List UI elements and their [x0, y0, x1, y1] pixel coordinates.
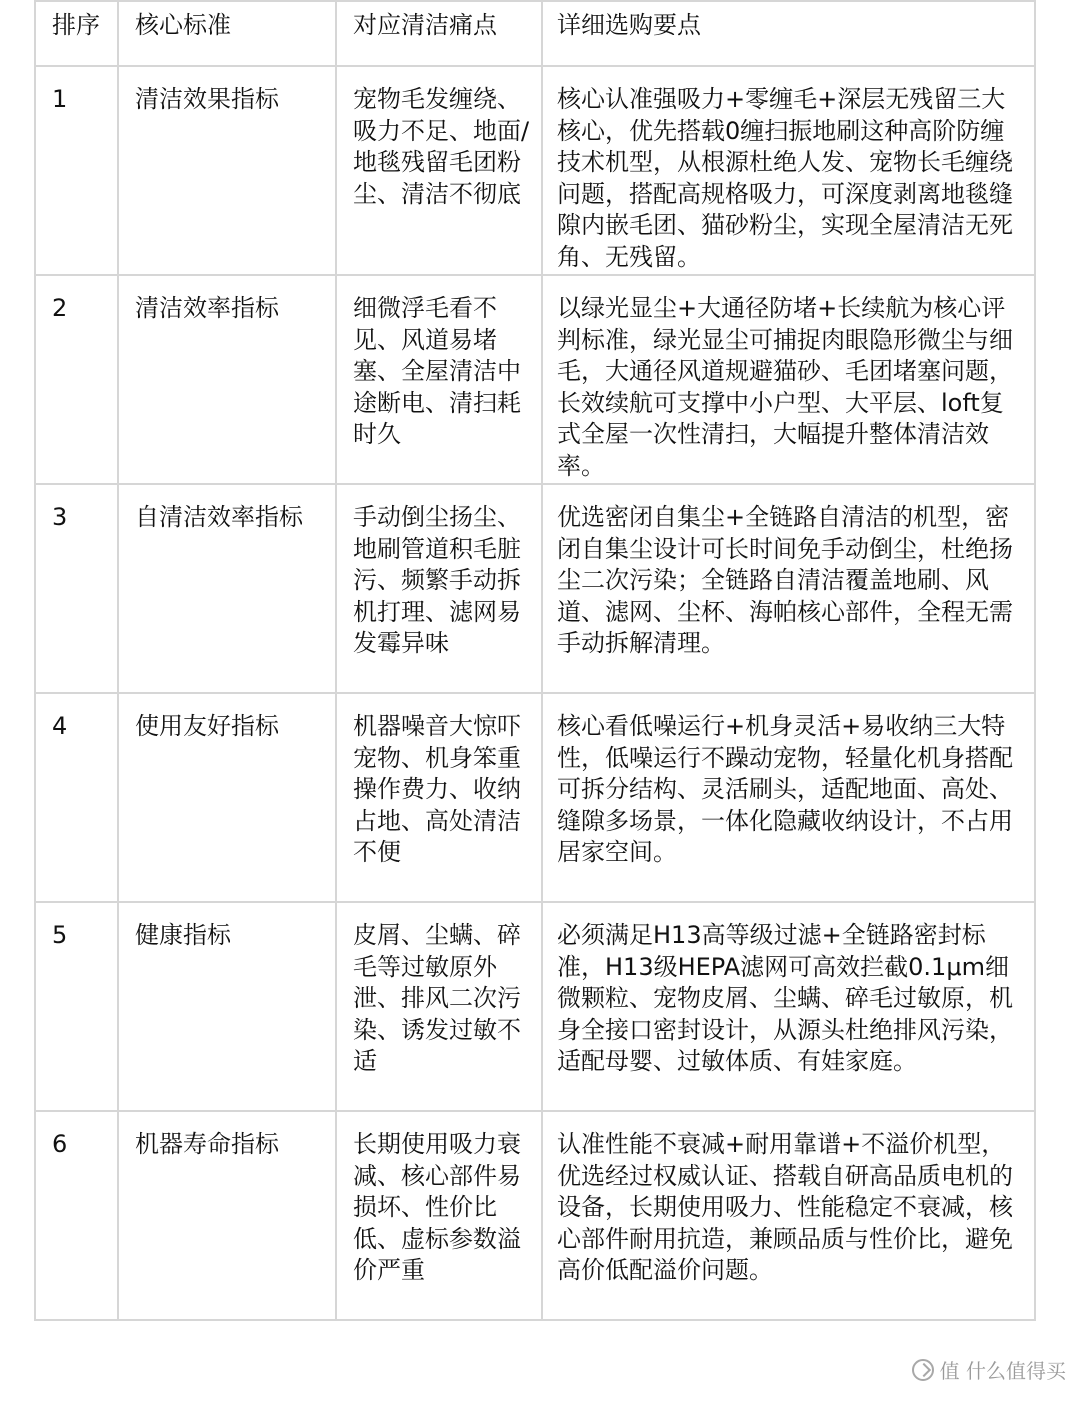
header-detail: 详细选购要点: [542, 1, 1035, 66]
watermark-text: 值 什么值得买: [939, 1359, 1066, 1383]
cell-rank: 3: [35, 484, 118, 693]
cell-rank: 6: [35, 1111, 118, 1320]
cell-pain-point: 皮屑、尘螨、碎毛等过敏原外泄、排风二次污染、诱发过敏不适: [336, 902, 542, 1111]
cell-standard: 健康指标: [118, 902, 336, 1111]
cell-pain-point: 细微浮毛看不见、风道易堵塞、全屋清洁中途断电、清扫耗时久: [336, 275, 542, 484]
header-standard: 核心标准: [118, 1, 336, 66]
table-row: [35, 693, 1035, 902]
cell-standard: 清洁效果指标: [118, 66, 336, 275]
cell-detail: 必须满足H13高等级过滤+全链路密封标准，H13级HEPA滤网可高效拦截0.1μm细微颗粒、宠物皮屑、尘螨、碎毛过敏原，机身全接口密封设计，从源头杜绝排风污染，适配母婴、过敏体质、有娃家庭。: [542, 902, 1035, 1111]
table-row: [35, 484, 1035, 693]
cell-detail: 认准性能不衰减+耐用靠谱+不溢价机型，优选经过权威认证、搭载自研高品质电机的设备，长期使用吸力、性能稳定不衰减，核心部件耐用抗造，兼顾品质与性价比，避免高价低配溢价问题。: [542, 1111, 1035, 1320]
cell-detail: 核心认准强吸力+零缠毛+深层无残留三大核心，优先搭载0缠扫振地刷这种高阶防缠技术机型，从根源杜绝人发、宠物长毛缠绕问题，搭配高规格吸力，可深度剥离地毯缝隙内嵌毛团、猫砂粉尘，实现全屋清洁无死角、无残留。: [542, 66, 1035, 275]
table-row: [35, 902, 1035, 1111]
watermark-logo-icon: [912, 1359, 934, 1381]
comparison-table: [34, 0, 1036, 1321]
header-rank: 排序: [35, 1, 118, 66]
cell-rank: 5: [35, 902, 118, 1111]
table-row: [35, 1111, 1035, 1320]
cell-pain-point: 手动倒尘扬尘、地刷管道积毛脏污、频繁手动拆机打理、滤网易发霉异味: [336, 484, 542, 693]
cell-standard: 自清洁效率指标: [118, 484, 336, 693]
cell-standard: 机器寿命指标: [118, 1111, 336, 1320]
cell-pain-point: 宠物毛发缠绕、吸力不足、地面/地毯残留毛团粉尘、清洁不彻底: [336, 66, 542, 275]
cell-pain-point: 长期使用吸力衰减、核心部件易损坏、性价比低、虚标参数溢价严重: [336, 1111, 542, 1320]
table-row: [35, 275, 1035, 484]
cell-rank: 4: [35, 693, 118, 902]
cell-pain-point: 机器噪音大惊吓宠物、机身笨重操作费力、收纳占地、高处清洁不便: [336, 693, 542, 902]
table-row: [35, 66, 1035, 275]
cell-standard: 使用友好指标: [118, 693, 336, 902]
cell-detail: 优选密闭自集尘+全链路自清洁的机型，密闭自集尘设计可长时间免手动倒尘，杜绝扬尘二次污染；全链路自清洁覆盖地刷、风道、滤网、尘杯、海帕核心部件，全程无需手动拆解清理。: [542, 484, 1035, 693]
cell-detail: 以绿光显尘+大通径防堵+长续航为核心评判标准，绿光显尘可捕捉肉眼隐形微尘与细毛，大通径风道规避猫砂、毛团堵塞问题，长效续航可支撑中小户型、大平层、loft复式全屋一次性清扫，大幅提升整体清洁效率。: [542, 275, 1035, 484]
table-header-row: [35, 1, 1035, 66]
watermark: [912, 1355, 1066, 1384]
cell-standard: 清洁效率指标: [118, 275, 336, 484]
header-pain-point: 对应清洁痛点: [336, 1, 542, 66]
cell-rank: 1: [35, 66, 118, 275]
cell-detail: 核心看低噪运行+机身灵活+易收纳三大特性，低噪运行不躁动宠物，轻量化机身搭配可拆分结构、灵活刷头，适配地面、高处、缝隙多场景，一体化隐藏收纳设计，不占用居家空间。: [542, 693, 1035, 902]
cell-rank: 2: [35, 275, 118, 484]
